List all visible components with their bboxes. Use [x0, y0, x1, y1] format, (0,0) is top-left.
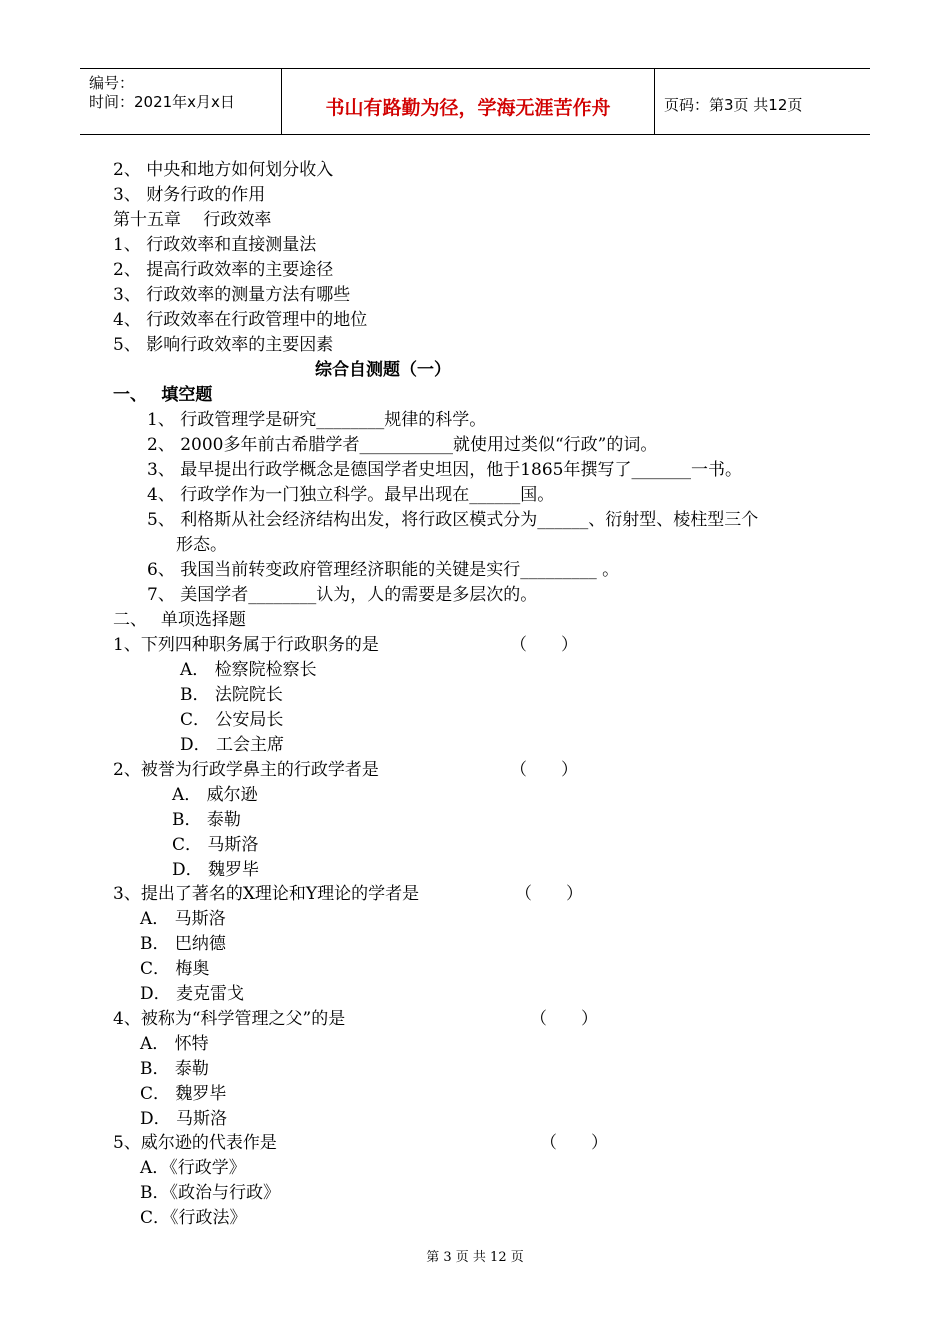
section-heading: 一、 填空题	[113, 385, 213, 405]
text-line: 4、 行政效率在行政管理中的地位	[113, 310, 368, 330]
option-line: A． 威尔逊	[172, 785, 258, 805]
option-line: A． 怀特	[140, 1034, 209, 1054]
option-line: A．《行政学》	[140, 1158, 246, 1178]
option-line: A． 马斯洛	[140, 909, 226, 929]
question-line: 1、 行政管理学是研究________规律的科学。	[147, 410, 487, 430]
answer-paren: （ ）	[515, 884, 583, 904]
section-heading: 二、 单项选择题	[113, 610, 246, 630]
question-line: 3、提出了著名的X理论和Y理论的学者是	[113, 884, 420, 904]
text-line: 1、 行政效率和直接测量法	[113, 235, 317, 255]
question-line: 4、被称为“科学管理之父”的是	[113, 1009, 346, 1029]
question-line: 5、 利格斯从社会经济结构出发，将行政区模式分为______、衍射型、棱柱型三个	[147, 510, 759, 530]
option-line: C．《行政法》	[140, 1208, 247, 1228]
text-line: 2、 提高行政效率的主要途径	[113, 260, 334, 280]
option-line: B． 法院院长	[180, 685, 283, 705]
text-line: 2、 中央和地方如何划分收入	[113, 160, 334, 180]
question-line-continued: 形态。	[176, 535, 227, 555]
option-line: C． 梅奥	[140, 959, 210, 979]
time-label: 时间：2021年x月x日	[89, 93, 235, 111]
page-info: 页码：第3页 共12页	[664, 96, 803, 114]
serial-number-label: 编号：	[89, 74, 135, 92]
option-line: D． 魏罗毕	[172, 860, 260, 880]
option-line: B． 巴纳德	[140, 934, 226, 954]
option-line: C． 公安局长	[180, 710, 284, 730]
option-line: B． 泰勒	[172, 810, 241, 830]
text-line: 3、 财务行政的作用	[113, 185, 266, 205]
question-line: 2、被誉为行政学鼻主的行政学者是	[113, 760, 379, 780]
motto-text: 书山有路勤为径，学海无涯苦作舟	[325, 97, 611, 119]
option-line: D． 麦克雷戈	[140, 984, 245, 1004]
section-title: 综合自测题（一）	[315, 360, 451, 380]
question-line: 2、 2000多年前古希腊学者___________就使用过类似“行政”的词。	[147, 435, 658, 455]
answer-paren: （ ）	[510, 760, 578, 780]
option-line: D． 马斯洛	[140, 1109, 228, 1129]
option-line: B． 泰勒	[140, 1059, 209, 1079]
option-line: C． 魏罗毕	[140, 1084, 227, 1104]
question-line: 6、 我国当前转变政府管理经济职能的关键是实行_________ 。	[147, 560, 620, 580]
answer-paren: （ ）	[540, 1133, 608, 1153]
text-line: 3、 行政效率的测量方法有哪些	[113, 285, 351, 305]
question-line: 3、 最早提出行政学概念是德国学者史坦因，他于1865年撰写了_______一书。	[147, 460, 742, 480]
option-line: B．《政治与行政》	[140, 1183, 280, 1203]
question-line: 7、 美国学者________认为，人的需要是多层次的。	[147, 585, 538, 605]
option-line: D． 工会主席	[180, 735, 285, 755]
answer-paren: （ ）	[510, 635, 578, 655]
chapter-heading: 第十五章 行政效率	[113, 210, 272, 230]
option-line: A． 检察院检察长	[180, 660, 317, 680]
question-line: 4、 行政学作为一门独立科学。最早出现在______国。	[147, 485, 555, 505]
text-line: 5、 影响行政效率的主要因素	[113, 335, 334, 355]
answer-paren: （ ）	[530, 1009, 598, 1029]
page-footer: 第 3 页 共 12 页	[426, 1250, 524, 1265]
option-line: C． 马斯洛	[172, 835, 259, 855]
question-line: 1、下列四种职务属于行政职务的是	[113, 635, 379, 655]
question-line: 5、威尔逊的代表作是	[113, 1133, 277, 1153]
